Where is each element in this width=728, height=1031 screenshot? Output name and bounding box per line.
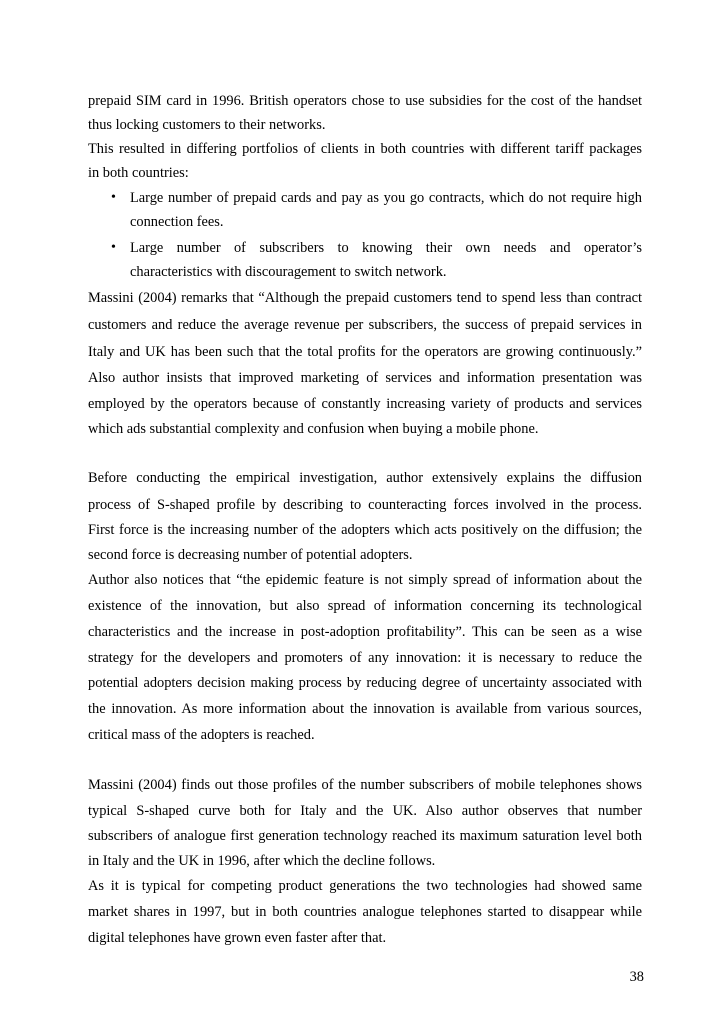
text-line: employed by the operators because of constantly increasing variety of products and services <box>88 396 642 412</box>
text-line: critical mass of the adopters is reached. <box>88 727 315 743</box>
text-line: Before conducting the empirical investigation, author extensively explains the diffusion <box>88 470 642 486</box>
text-line: the innovation. As more information about the innovation is available from various sources, <box>88 701 642 717</box>
text-line: customers and reduce the average revenue per subscribers, the success of prepaid services in <box>88 317 642 333</box>
text-line: digital telephones have grown even faster after that. <box>88 930 387 946</box>
text-line: process of S-shaped profile by describing to counteracting forces involved in the process. <box>88 497 642 513</box>
text-line: Massini (2004) remarks that “Although the prepaid customers tend to spend less than contract <box>88 290 642 306</box>
text-line: existence of the innovation, but also spread of information concerning its technological <box>88 598 642 614</box>
text-line: in both countries: <box>88 165 189 181</box>
text-line: First force is the increasing number of the adopters which acts positively on the diffusion; the <box>88 522 642 538</box>
text-line: Also author insists that improved marketing of services and information presentation was <box>88 370 642 386</box>
text-line: Italy and UK has been such that the total profits for the operators are growing continuously.” <box>88 344 642 360</box>
text-line: prepaid SIM card in 1996. British operators chose to use subsidies for the cost of the handset <box>88 93 642 109</box>
text-line: which ads substantial complexity and confusion when buying a mobile phone. <box>88 421 539 437</box>
text-line: This resulted in differing portfolios of clients in both countries with different tariff packages <box>88 141 642 157</box>
text-line: market shares in 1997, but in both countries analogue telephones started to disappear while <box>88 904 642 920</box>
bullet-text-line: characteristics with discouragement to switch network. <box>130 264 447 280</box>
text-line: thus locking customers to their networks. <box>88 117 326 133</box>
bullet-text-line: connection fees. <box>130 214 224 230</box>
bullet-point: • <box>111 190 116 205</box>
text-line: As it is typical for competing product generations the two technologies had showed same <box>88 878 642 894</box>
bullet-point: • <box>111 240 116 255</box>
text-line: subscribers of analogue first generation technology reached its maximum saturation level both <box>88 828 642 844</box>
text-line: potential adopters decision making process by reducing degree of uncertainty associated with <box>88 675 642 691</box>
page-number: 38 <box>629 969 644 985</box>
text-line: characteristics and the increase in post-adoption profitability”. This can be seen as a wise <box>88 624 642 640</box>
text-line: Author also notices that “the epidemic feature is not simply spread of information about the <box>88 572 642 588</box>
text-line: strategy for the developers and promoters of any innovation: it is necessary to reduce the <box>88 650 642 666</box>
bullet-text-line: Large number of prepaid cards and pay as you go contracts, which do not require high <box>130 190 642 206</box>
text-line: second force is decreasing number of potential adopters. <box>88 547 413 563</box>
text-line: typical S-shaped curve both for Italy and the UK. Also author observes that number <box>88 803 642 819</box>
text-line: in Italy and the UK in 1996, after which the decline follows. <box>88 853 436 869</box>
text-line: Massini (2004) finds out those profiles of the number subscribers of mobile telephones shows <box>88 777 642 793</box>
bullet-text-line: Large number of subscribers to knowing their own needs and operator’s <box>130 240 642 256</box>
